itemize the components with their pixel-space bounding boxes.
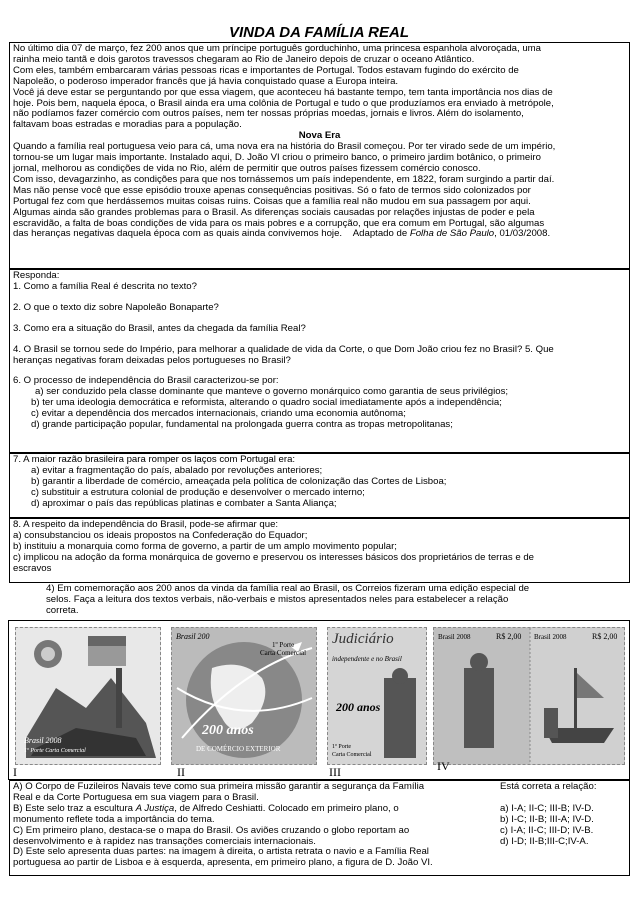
option-8c-cont: escravos [13, 562, 52, 574]
text-line: No último dia 07 de março, fez 200 anos que um príncipe português gorduchinho, uma princesa espanhola alvoroçada, uma [13, 43, 541, 54]
stamp-label-4: IV [437, 759, 450, 773]
stamp-3-title: Judiciário [332, 631, 394, 647]
section-heading: Nova Era [298, 130, 341, 142]
text-line: hoje. Pois bem, naquela época, o Brasil ainda era uma colônia de Portugal e tudo o que produzíamos era enviado à metrópole, [13, 97, 554, 109]
option-b-text: B) Este selo traz a escultura [13, 802, 136, 814]
option-8a: a) consubstanciou os ideais propostos na Confederação do Equador; [13, 529, 308, 541]
source-date: , 01/03/2008. [494, 228, 551, 240]
text-line: jornal, melhorou as condições de vida no Rio, além de permitir que outros países fizessem comércio conosco. [13, 162, 481, 174]
answer-b: b) I-C; II-B; III-A; IV-D. [500, 813, 594, 825]
option-b-cont: monumento reflete toda a importância do tema. [13, 813, 215, 825]
option-d-cont: portuguesa ao partir de Lisboa e à esquerda, apresenta, em primeiro plano, a figura de D. João VI. [13, 857, 433, 869]
stamp-4-right-country: Brasil 2008 [534, 633, 567, 641]
text-line: Você já deve estar se perguntando por que essa viagem, que aconteceu há bastante tempo, tem tanta importância nos dias de [13, 86, 553, 98]
text-line: Portugal fez com que herdássemos muitas coisas ruins. Coisas que a família real não mudou em sua passagem por aqui. [13, 195, 531, 207]
stamp-4 [433, 627, 625, 765]
option-6a: a) ser conduzido pela classe dominante que manteve o governo monárquico como garantia de seus privilégios; [35, 386, 509, 398]
stamps-panel [8, 620, 630, 780]
stamp-4-illustration [434, 628, 625, 765]
answer-c: c) I-A; II-C; III-D; IV-B. [500, 824, 594, 836]
answer-d: d) I-D; II-B;III-C;IV-A. [500, 835, 589, 847]
text-segment: das heranças negativas daquela época com as quais ainda convivemos hoje. [13, 228, 343, 240]
stamp-3-anos: 200 anos [336, 700, 381, 714]
text-line: Com isso, devagarzinho, as condições para que nos tornássemos um país independente, em 1822, foram surgindo a partir daí. [13, 173, 555, 185]
intro-line: selos. Faça a leitura dos textos verbais, não-verbais e mistos apresentados neles para estabelecer a relação [46, 593, 509, 605]
option-a: A) O Corpo de Fuzileiros Navais teve como sua primeira missão garantir a segurança da Família [13, 781, 425, 792]
source-name: Folha de São Paulo [409, 228, 495, 240]
option-c-cont: desenvolvimento e à rapidez nas transações comerciais internacionais. [13, 835, 316, 847]
text-line: Quando a família real portuguesa veio para cá, uma nova era na história do Brasil começou. Por ter virado sede de um império, [13, 141, 556, 153]
stamp-2-country: Brasil 200 [176, 632, 210, 641]
stamp-options-box [9, 780, 630, 876]
option-d: D) Este selo apresenta duas partes: na imagem à direita, o artista retrata o navio e a Família Real [13, 846, 429, 858]
option-6b: b) ter uma ideologia democrática e reformista, alterando o quadro social imediatamente após a independência; [31, 397, 502, 409]
option-7c: c) substituir a estrutura colonial de produção e desenvolver o mercado interno; [31, 486, 365, 498]
source-prefix: Adaptado de [352, 228, 410, 240]
text-line-source [13, 229, 626, 240]
stamp-3-sub: independente e no Brasil [332, 655, 402, 663]
question-3: 3. Como era a situação do Brasil, antes da chegada da família Real? [13, 322, 306, 334]
stamp-1-porte: 1º Porte Carta Comercial [24, 748, 86, 754]
answer-title: Está correta a relação: [500, 781, 597, 792]
text-line: tornou-se um lugar mais importante. Instalado aqui, D. João VI criou o primeiro banco, o primeiro jardim botânico, o primeiro [13, 152, 541, 164]
question-8: 8. A respeito da independência do Brasil, pode-se afirmar que: [13, 519, 279, 530]
stamp-2-porte: 1º Porte [272, 641, 295, 649]
stamp-4-right-value: R$ 2,00 [592, 632, 618, 641]
option-7a: a) evitar a fragmentação do país, abalado por revoluções anteriores; [31, 464, 323, 476]
text-line: Mas não pense você que esse episódio trouxe apenas consequências positivas. Só o fato de termos sido colonizados por [13, 184, 531, 196]
option-b-text: , de Alfredo Ceshiatti. Colocado em primeiro plano, o [174, 802, 399, 814]
stamp-1 [15, 627, 161, 765]
option-c: C) Em primeiro plano, destaca-se o mapa do Brasil. Os aviões cruzando o globo reportam ao [13, 824, 410, 836]
stamp-question-intro [46, 584, 606, 617]
option-6c: c) evitar a dependência dos mercados internacionais, criando uma economia autônoma; [31, 408, 406, 420]
stamp-2-sub: DE COMÉRCIO EXTERIOR [196, 745, 281, 753]
text-line: escravidão, a falta de boas condições de vida para os mais pobres e a corrupção, que era comum em Portugal, são algumas [13, 217, 545, 229]
stamp-label-2: II [177, 765, 185, 779]
text-line: rainha meio tantã e dois garotos travessos chegaram ao Rio de Janeiro depois de cruzar o oceano Atlântico. [13, 53, 475, 65]
intro-line: 4) Em comemoração aos 200 anos da vinda da família real ao Brasil, os Correios fizeram uma edição especial de [46, 583, 530, 594]
question-1: 1. Como a família Real é descrita no texto? [13, 280, 197, 292]
dom-joao-figure-icon [464, 668, 494, 748]
stamp-2 [171, 627, 317, 765]
option-8b: b) instituiu a monarquia como forma de governo, a partir de um amplo movimento popular; [13, 540, 397, 552]
text-line: não podíamos fazer comércio com outros países, nem ter nossas próprias moedas, jornais e livros. Além do isolamento, [13, 108, 524, 120]
sculpture-name: A Justiça [135, 802, 175, 814]
question-7-box [9, 453, 630, 518]
stamp-1-year: Brasil 2008 [24, 736, 62, 745]
stamp-descriptions [13, 782, 493, 869]
stamp-label-1: I [13, 765, 17, 779]
question-8-box [9, 518, 630, 583]
text-line: faltavam boas estradas e moradias para a população. [13, 119, 242, 131]
option-a-cont: Real e da Corte Portuguesa em sua viagem para o Brasil. [13, 791, 259, 803]
stamp-3-carta: Carta Comercial [332, 752, 372, 758]
option-7b: b) garantir a liberdade de comércio, ameaçada pela política de colonização das Cortes de Lisboa; [31, 475, 447, 487]
question-2: 2. O que o texto diz sobre Napoleão Bonaparte? [13, 301, 219, 313]
stamp-4-left-country: Brasil 2008 [438, 633, 471, 641]
option-8c: c) implicou na adoção da forma monárquica de governo e preservou os interesses básicos dos proprietários de terras e de [13, 551, 535, 563]
stamp-4-left-value: R$ 2,00 [496, 632, 522, 641]
justice-statue-icon [384, 678, 416, 758]
text-line: Algumas ainda são grandes problemas para o Brasil. As diferenças sociais causadas por relações injustas de poder e pela [13, 206, 535, 218]
text-line: Com eles, também embarcaram várias pessoas ricas e importantes de Portugal. Todos estavam fugindo do exército de [13, 64, 519, 76]
answer-choices [500, 782, 630, 848]
respond-label: Responda: [13, 270, 60, 281]
question-4: 4. O Brasil se tornou sede do Império, para melhorar a qualidade de vida da Corte, o que Dom João criou fez no Brasil? 5. Que [13, 343, 554, 355]
option-7d: d) aproximar o país das repúblicas platinas e combater a Santa Aliança; [31, 497, 337, 509]
answer-a: a) I-A; II-C; III-B; IV-D. [500, 802, 594, 814]
option-6d: d) grande participação popular, fundamental na prolongada guerra contra as tropas metropolitanas; [31, 419, 453, 431]
page-title: VINDA DA FAMÍLIA REAL [229, 24, 409, 41]
questions-box [9, 269, 630, 453]
text-line: Napoleão, o poderoso imperador francês que já havia conquistado quase a Europa inteira. [13, 75, 399, 87]
reading-text-box [9, 42, 630, 269]
question-4-cont: heranças negativas foram deixadas pelos portugueses no Brasil? [13, 354, 291, 366]
stamp-2-carta: Carta Comercial [260, 649, 307, 657]
intro-line: correta. [46, 604, 79, 616]
stamp-label-3: III [329, 765, 341, 779]
question-6: 6. O processo de independência do Brasil caracterizou-se por: [13, 375, 279, 387]
stamp-3-porte: 1º Porte [332, 744, 352, 750]
stamp-3 [327, 627, 427, 765]
question-7: 7. A maior razão brasileira para romper os laços com Portugal era: [13, 454, 296, 465]
stamp-2-anos: 200 anos [202, 723, 254, 738]
